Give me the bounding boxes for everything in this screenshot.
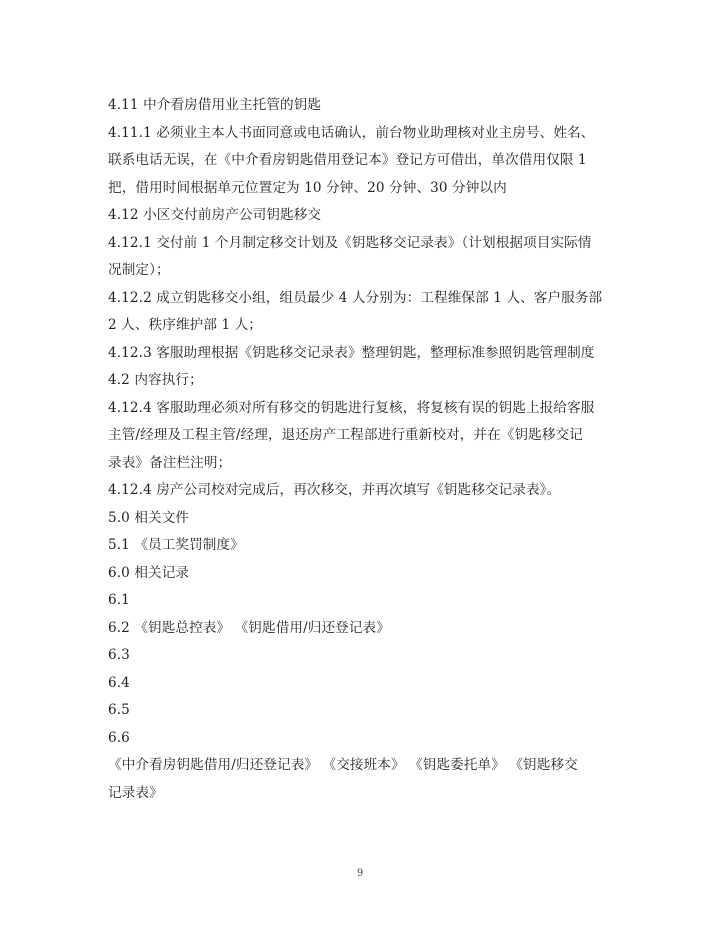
text-line: 4.12.2 成立钥匙移交小组，组员最少 4 人分别为：工程维保部 1 人、客户服务部 bbox=[108, 289, 603, 306]
text-line: 4.12 小区交付前房产公司钥匙移交 bbox=[108, 207, 322, 223]
text-line: 主管/经理及工程主管/经理，退还房产工程部进行重新校对，并在《钥匙移交记 bbox=[108, 427, 583, 443]
text-line: 6.0 相关记录 bbox=[108, 564, 190, 581]
text-line: 6.4 bbox=[108, 674, 130, 691]
text-line: 6.3 bbox=[108, 647, 130, 663]
text-line: 6.5 bbox=[108, 702, 130, 718]
text-line: 4.11 中介看房借用业主托管的钥匙 bbox=[108, 97, 322, 113]
text-line: 《中介看房钥匙借用/归还登记表》 《交接班本》 《钥匙委托单》 《钥匙移交 bbox=[108, 757, 578, 773]
text-line: 联系电话无误，在《中介看房钥匙借用登记本》登记方可借出，单次借用仅限 1 bbox=[108, 152, 587, 168]
text-line: 6.6 bbox=[108, 729, 130, 746]
text-line: 况制定）； bbox=[108, 262, 170, 278]
text-line: 4.12.3 客服助理根据《钥匙移交记录表》整理钥匙，整理标准参照钥匙管理制度 bbox=[108, 344, 595, 361]
text-line: 4.12.1 交付前 1 个月制定移交计划及《钥匙移交记录表》（计划根据项目实际情 bbox=[108, 234, 592, 251]
page-number: 9 bbox=[356, 868, 364, 879]
text-line: 5.1 《员工奖罚制度》 bbox=[108, 537, 244, 553]
text-line: 记录表》 bbox=[108, 784, 163, 801]
text-line: 4.2 内容执行； bbox=[108, 372, 203, 388]
document-body bbox=[108, 92, 618, 807]
text-line: 4.12.4 房产公司校对完成后，再次移交，并再次填写《钥匙移交记录表》。 bbox=[108, 482, 561, 498]
text-line: 4.11.1 必须业主本人书面同意或电话确认，前台物业助理核对业主房号、姓名、 bbox=[108, 124, 595, 141]
text-line: 6.1 bbox=[108, 592, 130, 608]
text-line: 6.2 《钥匙总控表》 《钥匙借用/归还登记表》 bbox=[108, 619, 390, 636]
text-line: 2 人、秩序维护部 1 人； bbox=[108, 317, 263, 333]
text-line: 把，借用时间根据单元位置定为 10 分钟、20 分钟、30 分钟以内 bbox=[108, 179, 507, 196]
text-line: 录表》备注栏注明； bbox=[108, 454, 232, 471]
text-line: 4.12.4 客服助理必须对所有移交的钥匙进行复核，将复核有误的钥匙上报给客服 bbox=[108, 399, 595, 416]
text-line: 5.0 相关文件 bbox=[108, 509, 190, 526]
